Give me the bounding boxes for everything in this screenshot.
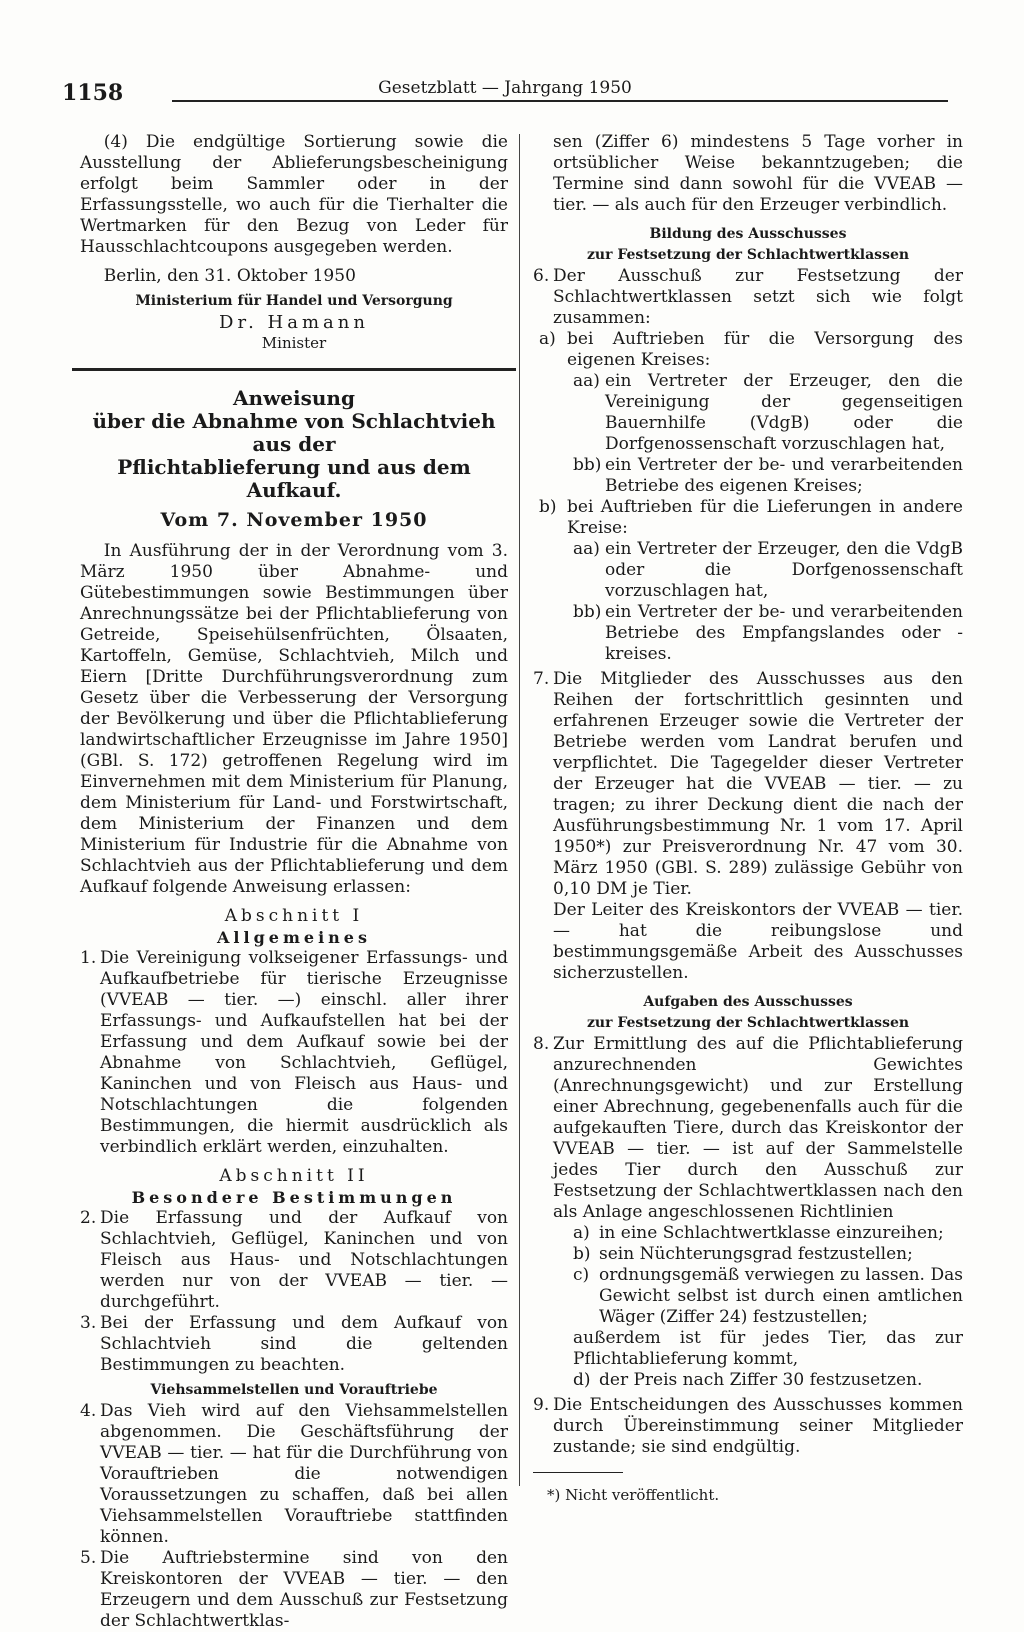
- item-8-middle: außerdem ist für jedes Tier, das zur Pflichtablieferung kommt,: [573, 1328, 963, 1369]
- item-8b: b) sein Nüchterungsgrad festzustellen;: [573, 1244, 913, 1264]
- item-7: 7. Die Mitglieder des Ausschusses aus den Reihen der fortschrittlich gesinnten und erfahrenen Erzeuger sowie die Vertreter der Betriebe werden vom Landrat berufen und verpflichtet. Die Tagegelder dieser Vertreter der Erzeuger hat die VVEAB — tier. — zu tragen; zu ihrer Deckung dient die nach der Ausführungsbestimmung Nr. 1 vom 17. April 1950*) zur Preisverordnung Nr. 47 vom 30. März 1950 (GBl. S. 289) zulässige Gebühr von 0,10 DM je Tier.: [533, 669, 963, 899]
- item-8a: a) in eine Schlachtwertklasse einzureihen;: [573, 1223, 944, 1243]
- place-date: Berlin, den 31. Oktober 1950: [103, 266, 356, 286]
- item-8c: c) ordnungsgemäß verwiegen zu lassen. Das Gewicht selbst ist durch einen amtlichen Wäger (Ziffer 24) festzustellen;: [573, 1265, 963, 1327]
- document-title-line-2: über die Abnahme von Schlachtvieh aus der: [92, 409, 496, 456]
- item-6a-bb: bb) ein Vertreter der be- und verarbeitenden Betriebe des eigenen Kreises;: [573, 455, 963, 496]
- item-6b-bb: bb) ein Vertreter der be- und verarbeitenden Betriebe des Empfangslandes oder -kreises.: [573, 602, 963, 664]
- document-date: Vom 7. November 1950: [160, 509, 428, 531]
- section-2-heading: Abschnitt II: [219, 1166, 369, 1186]
- item-7-paragraph-2: Der Leiter des Kreiskontors der VVEAB — tier. — hat die reibungslose und bestimmungsgemäße Arbeit des Ausschusses sicherzustellen.: [553, 900, 963, 983]
- item-6a: a) bei Auftrieben für die Versorgung des eigenen Kreises:: [539, 329, 963, 370]
- ministry-name: Ministerium für Handel und Versorgung: [135, 293, 453, 309]
- item-4: 4. Das Vieh wird auf den Viehsammelstellen abgenommen. Die Geschäftsführung der VVEAB — tier. — hat für die Durchführung von Vorauftrieben die notwendigen Voraussetzungen zu schaffen, daß bei allen Viehsammelstellen Vorauftriebe stattfinden können.: [80, 1401, 508, 1547]
- item-1: 1. Die Vereinigung volkseigener Erfassungs- und Aufkaufbetriebe für tierische Erzeugnisse (VVEAB — tier. —) einschl. aller ihrer Erfassungs- und Aufkaufstellen hat bei der Erfassung und dem Aufkauf sowie bei der Abnahme von Schlachtvieh, Geflügel, Kaninchen und von Fleisch aus Haus- und Notschlachtungen die folgenden Bestimmungen, die hiermit ausdrücklich als verbindlich erklärt werden, einzuhalten.: [80, 948, 508, 1157]
- item-2: 2. Die Erfassung und der Aufkauf von Schlachtvieh, Geflügel, Kaninchen und von Fleisch aus Haus- und Notschlachtungen werden nur von der VVEAB — tier. — durchgeführt.: [80, 1208, 508, 1312]
- subheading-bildung-1: Bildung des Ausschusses: [649, 226, 847, 242]
- document-title-line-1: Anweisung: [233, 386, 355, 410]
- subheading-viehsammelstellen: Viehsammelstellen und Vorauftriebe: [150, 1382, 438, 1398]
- left-column: [80, 132, 508, 1632]
- item-6b: b) bei Auftrieben für die Lieferungen in andere Kreise:: [539, 497, 963, 538]
- item-5-continued: sen (Ziffer 6) mindestens 5 Tage vorher in ortsüblicher Weise bekanntzugeben; die Termine sind dann sowohl für die VVEAB — tier. — als auch für den Erzeuger verbindlich.: [553, 132, 963, 215]
- item-9: 9. Die Entscheidungen des Ausschusses kommen durch Übereinstimmung seiner Mitglieder zustande; sie sind endgültig.: [533, 1395, 963, 1457]
- document-title-line-3: Pflichtablieferung und aus dem Aufkauf.: [117, 455, 471, 502]
- page-header: [62, 76, 948, 106]
- preamble: In Ausführung der in der Verordnung vom 3. März 1950 über Abnahme- und Gütebestimmungen sowie Bestimmungen über Anrechnungssätze bei der Pflichtablieferung von Getreide, Speisehülsenfrüchten, Ölsaaten, Kartoffeln, Gemüse, Schlachtvieh, Milch und Eiern [Dritte Durchführungsverordnung zum Gesetz über die Verbesserung der Versorgung der Bevölkerung und über die Pflichtablieferung landwirtschaftlicher Erzeugnisse im Jahre 1950] (GBl. S. 172) getroffenen Regelung wird im Einvernehmen mit dem Ministerium für Planung, dem Ministerium für Land- und Forstwirtschaft, dem Ministerium der Finanzen und dem Ministerium für Industrie für die Abnahme von Schlachtvieh aus der Pflichtablieferung und dem Aufkauf folgende Anweisung erlassen:: [80, 541, 508, 897]
- header-rule: [172, 100, 948, 102]
- item-8: 8. Zur Ermittlung des auf die Pflichtablieferung anzurechnenden Gewichtes (Anrechnungsgewicht) und zur Erstellung einer Abrechnung, gegebenenfalls auch für die aufgekauften Tiere, durch das Kreiskontor der VVEAB — tier. — ist auf der Sammelstelle jedes Tier durch den Ausschuß zur Festsetzung der Schlachtwertklassen nach den als Anlage angeschlossenen Richtlinien: [533, 1034, 963, 1222]
- item-6a-aa: aa) ein Vertreter der Erzeuger, den die Vereinigung der gegenseitigen Bauernhilfe (VdgB) oder die Dorfgenossenschaft vorzuschlagen hat,: [573, 371, 963, 454]
- paragraph-4: (4) Die endgültige Sortierung sowie die Ausstellung der Ablieferungsbescheinigung erfolgt beim Sammler oder in der Erfassungsstelle, wo auch für die Tierhalter die Wertmarken für den Bezug von Leder für Hausschlachtcoupons ausgegeben werden.: [80, 132, 508, 257]
- subheading-bildung-2: zur Festsetzung der Schlachtwertklassen: [586, 247, 910, 263]
- footnote: *) Nicht veröffentlicht.: [547, 1486, 720, 1504]
- footnote-rule: [533, 1472, 623, 1473]
- item-6: 6. Der Ausschuß zur Festsetzung der Schlachtwertklassen setzt sich wie folgt zusammen:: [533, 266, 963, 328]
- item-8d: d) der Preis nach Ziffer 30 festzusetzen.: [573, 1370, 923, 1390]
- section-1-title: Allgemeines: [217, 928, 371, 947]
- section-rule: [72, 368, 516, 371]
- running-title: Gesetzblatt — Jahrgang 1950: [378, 78, 632, 98]
- right-column: [533, 132, 963, 1506]
- subheading-aufgaben-2: zur Festsetzung der Schlachtwertklassen: [586, 1015, 910, 1031]
- signatory-name: Dr. Hamann: [219, 312, 369, 333]
- item-3: 3. Bei der Erfassung und dem Aufkauf von Schlachtvieh sind die geltenden Bestimmungen zu beachten.: [80, 1313, 508, 1375]
- subheading-aufgaben-1: Aufgaben des Ausschusses: [643, 994, 853, 1010]
- item-6b-aa: aa) ein Vertreter der Erzeuger, den die VdgB oder die Dorfgenossenschaft vorzuschlagen hat,: [573, 539, 963, 601]
- column-divider: [519, 134, 520, 1486]
- section-2-title: Besondere Bestimmungen: [131, 1188, 457, 1207]
- item-5: 5. Die Auftriebstermine sind von den Kreiskontoren der VVEAB — tier. — den Erzeugern und dem Ausschuß zur Festsetzung der Schlachtwertklas-: [80, 1548, 508, 1631]
- signatory-role: Minister: [261, 334, 327, 352]
- section-1-heading: Abschnitt I: [224, 906, 364, 926]
- page-number: 1158: [62, 80, 124, 106]
